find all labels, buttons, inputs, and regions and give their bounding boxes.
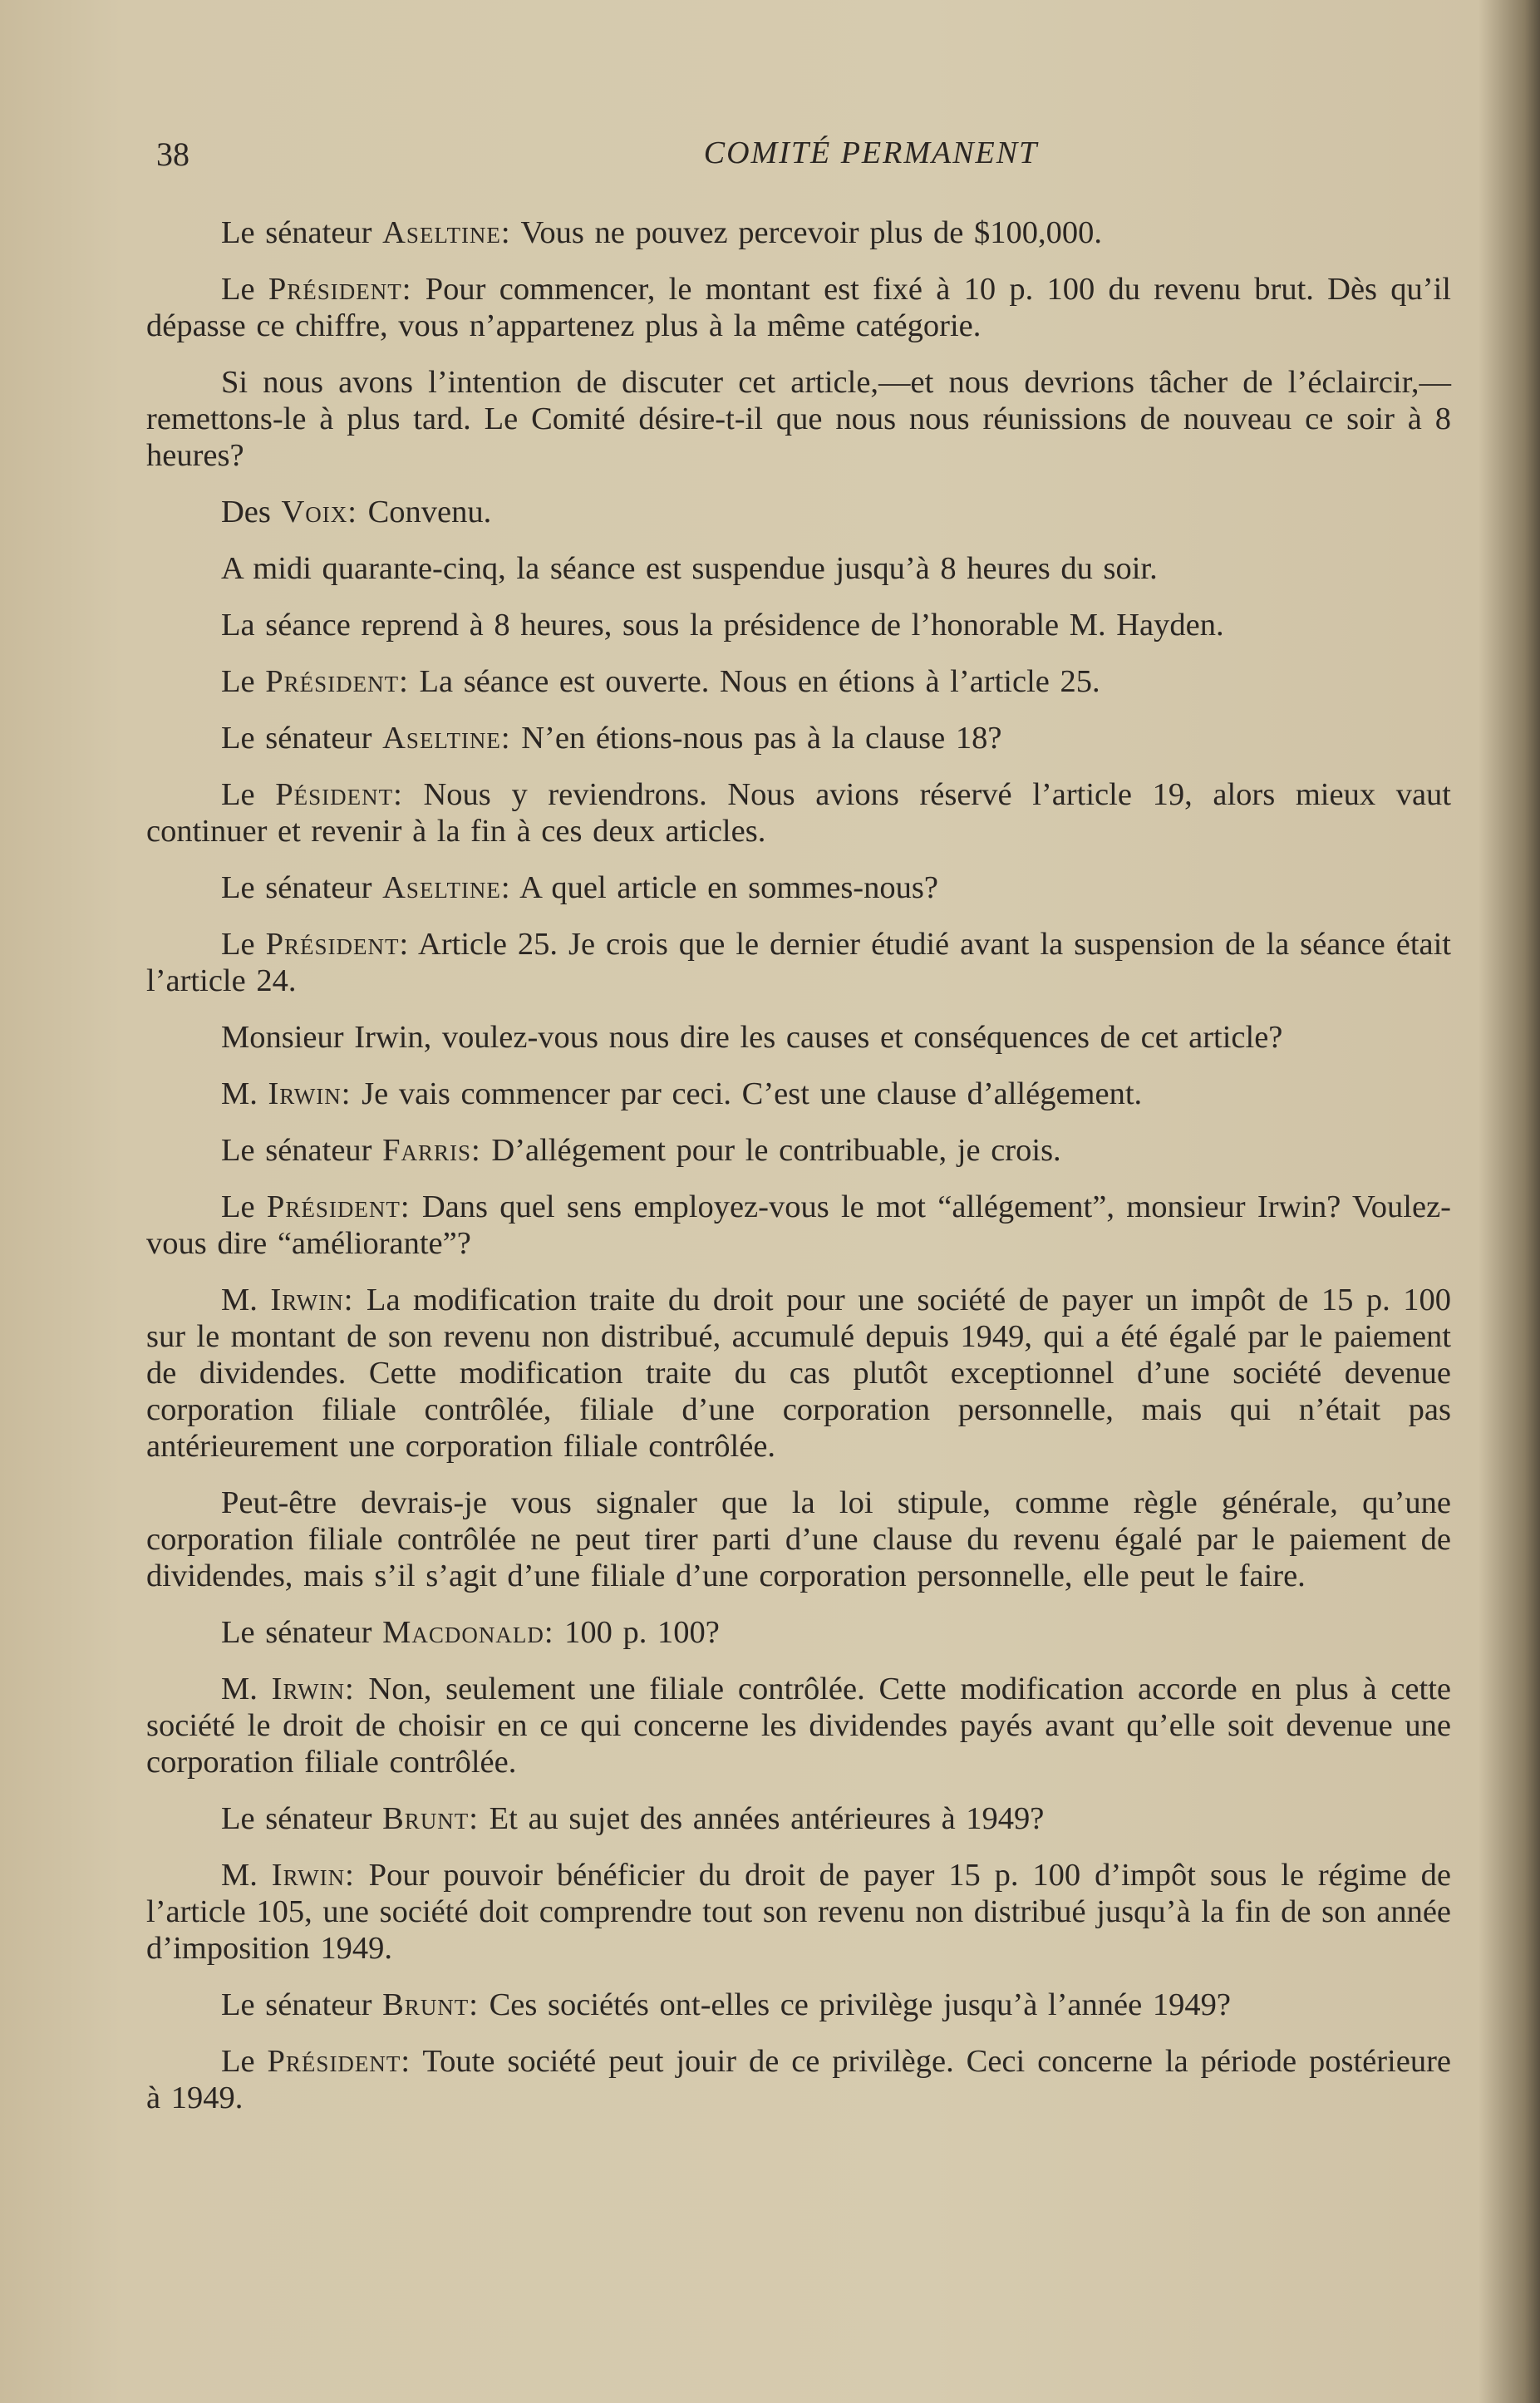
paragraph-text: Convenu. (357, 495, 492, 529)
paragraph (146, 1485, 1451, 1594)
speaker-name: Le Président: (221, 664, 409, 699)
paragraph (146, 607, 1451, 643)
speaker-name: Le sénateur Brunt: (221, 1987, 479, 2022)
paragraph (146, 494, 1451, 530)
paragraph-text: Nous y reviendrons. Nous avions réservé l’article 19, alors mieux vaut continuer et revenir à la fin à ces deux articles. (146, 777, 1451, 849)
paragraph-text: La séance est ouverte. Nous en étions à l’article 25. (408, 664, 1100, 699)
paragraph (146, 271, 1451, 344)
speaker-name: Des Voix: (221, 495, 357, 529)
paragraph (146, 1076, 1451, 1112)
page-number: 38 (156, 135, 189, 173)
paragraph-text: 100 p. 100? (554, 1615, 720, 1650)
speaker-name: M. Irwin: (221, 1858, 355, 1893)
paragraph (146, 2043, 1451, 2116)
paragraph (146, 1282, 1451, 1465)
paragraph-text: A quel article en sommes-nous? (510, 870, 938, 905)
paragraph (146, 550, 1451, 587)
speaker-name: Le sénateur Aseltine: (221, 870, 511, 905)
paragraph-text: A midi quarante-cinq, la séance est suspendue jusqu’à 8 heures du soir. (221, 551, 1158, 586)
paragraph (146, 1857, 1451, 1967)
paragraph (146, 926, 1451, 999)
speaker-name: Le sénateur Macdonald: (221, 1615, 554, 1650)
speaker-name: Le sénateur Aseltine: (221, 721, 511, 756)
paragraph-text: Monsieur Irwin, voulez-vous nous dire les causes et conséquences de cet article? (221, 1020, 1283, 1055)
speaker-name: Le Président: (221, 927, 410, 962)
paragraph (146, 1019, 1451, 1056)
paragraph (146, 364, 1451, 474)
speaker-name: Le Président: (221, 2044, 411, 2079)
speaker-name: Le sénateur Aseltine: (221, 215, 511, 250)
paragraph (146, 1800, 1451, 1837)
paragraph-text: Pour pouvoir bénéficier du droit de payer 15 p. 100 d’impôt sous le régime de l’article 105, une société doit comprendre tout son revenu non distribué jusqu’à la fin de son année d’imposition 1949. (146, 1858, 1452, 1966)
paragraph (146, 1189, 1451, 1262)
paragraph-text: Si nous avons l’intention de discuter cet article,—et nous devrions tâcher de l’éclaircir,—remettons-le à plus tard. Le Comité désire-t-il que nous nous réunissions de nouveau ce soir à 8 heures? (146, 365, 1451, 473)
paragraph-text: La séance reprend à 8 heures, sous la présidence de l’honorable M. Hayden. (221, 608, 1224, 643)
speaker-name: Le Président: (221, 1189, 411, 1224)
paragraph (146, 663, 1451, 700)
paragraph-text: Peut-être devrais-je vous signaler que la loi stipule, comme règle générale, qu’une corporation filiale contrôlée ne peut tirer parti d’une clause du revenu égalé par le paiement de dividendes, mais s’il s’agit d’une filiale d’une corporation personnelle, elle peut le faire. (146, 1485, 1451, 1593)
paragraph-text: N’en étions-nous pas à la clause 18? (510, 721, 1002, 756)
paragraph-text: Dans quel sens employez-vous le mot “allégement”, monsieur Irwin? Voulez-vous dire “améliorante”? (146, 1189, 1451, 1261)
speaker-name: Le sénateur Farris: (221, 1133, 481, 1168)
paragraph (146, 1614, 1451, 1651)
paragraph-text: Article 25. Je crois que le dernier étudié avant la suspension de la séance était l’article 24. (146, 927, 1452, 998)
document-body (146, 214, 1451, 2136)
speaker-name: M. Irwin: (221, 1283, 354, 1317)
paragraph-text: Vous ne pouvez percevoir plus de $100,000. (510, 215, 1103, 250)
speaker-name: Le sénateur Brunt: (221, 1801, 479, 1836)
speaker-name: M. Irwin: (221, 1076, 352, 1111)
paragraph-text: Ces sociétés ont-elles ce privilège jusqu’à l’année 1949? (479, 1987, 1231, 2022)
paragraph-text: Toute société peut jouir de ce privilège. Ceci concerne la période postérieure à 1949. (146, 2044, 1451, 2115)
paragraph (146, 776, 1451, 849)
speaker-name: Le Président: (221, 272, 412, 307)
paragraph (146, 1987, 1451, 2023)
paragraph (146, 214, 1451, 251)
paragraph-text: Je vais commencer par ceci. C’est une clause d’allégement. (351, 1076, 1143, 1111)
paragraph-text: La modification traite du droit pour une société de payer un impôt de 15 p. 100 sur le montant de son revenu non distribué, accumulé depuis 1949, qui a été égalé par le paiement de dividendes. Cette modification traite du cas plutôt exceptionnel d’une société devenue corporation filiale contrôlée, filiale d’une corporation personnelle, mais qui n’était pas antérieurement une corporation filiale contrôlée. (146, 1283, 1452, 1464)
speaker-name: Le Pésident: (221, 777, 403, 812)
page-header (156, 135, 1453, 185)
paragraph (146, 720, 1451, 756)
paragraph-text: D’allégement pour le contribuable, je crois. (480, 1133, 1061, 1168)
paragraph-text: Non, seulement une filiale contrôlée. Cette modification accorde en plus à cette société le droit de choisir en ce qui concerne les dividendes payés avant qu’elle soit devenue une corporation filiale contrôlée. (146, 1672, 1451, 1780)
paragraph-text: Pour commencer, le montant est fixé à 10 p. 100 du revenu brut. Dès qu’il dépasse ce chiffre, vous n’appartenez plus à la même catégorie. (146, 272, 1451, 343)
paragraph (146, 1132, 1451, 1169)
paragraph (146, 1671, 1451, 1780)
paragraph-text: Et au sujet des années antérieures à 1949? (479, 1801, 1045, 1836)
paragraph (146, 869, 1451, 906)
speaker-name: M. Irwin: (221, 1672, 355, 1706)
running-head: COMITÉ PERMANENT (703, 135, 1039, 170)
